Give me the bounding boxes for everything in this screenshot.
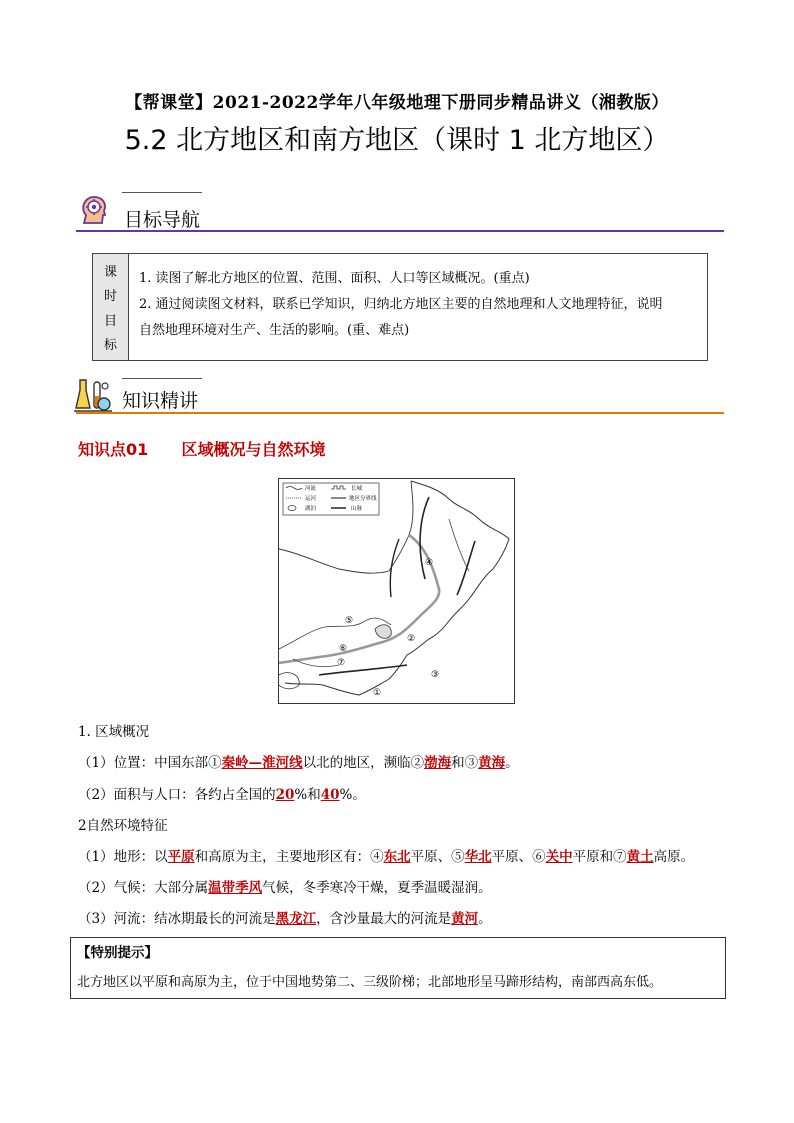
- legend-label: 运河: [305, 496, 317, 502]
- answer-blank: 华北: [464, 849, 492, 865]
- text-segment: 平原和⑦: [572, 849, 627, 865]
- text-segment: 。: [505, 755, 519, 771]
- section-knowledge-title: 知识精讲: [122, 390, 199, 412]
- terrain-line: [78, 847, 694, 867]
- nature-heading: 2自然环境特征: [78, 818, 168, 834]
- special-tip-box: [70, 937, 726, 999]
- map-marker: ④: [425, 558, 434, 568]
- text-segment: （2）面积与人口：各约占全国的: [78, 787, 276, 803]
- text-segment: （1）位置：中国东部①: [78, 755, 222, 771]
- map-marker: ①: [373, 688, 382, 698]
- knowledge-point-title: 区域概况与自然环境: [181, 440, 326, 459]
- answer-blank: 黄土: [626, 849, 654, 865]
- answer-blank: 黄河: [451, 911, 479, 927]
- page-title: 5.2 北方地区和南方地区（课时 1 北方地区）: [124, 125, 670, 156]
- knowledge-point-label: 知识点01: [78, 440, 149, 459]
- map-figure: [279, 479, 514, 703]
- series-header: 【帮课堂】2021-2022学年八年级地理下册同步精品讲义（湘教版）: [125, 93, 669, 113]
- legend-label: 地区分界线: [349, 496, 377, 502]
- answer-blank: 平原: [167, 849, 195, 865]
- lab-flask-icon: [74, 376, 110, 412]
- map-marker: ②: [407, 634, 416, 644]
- text-segment: （1）地形：以: [78, 849, 168, 865]
- goal-line: 自然地理环境对生产、生活的影响。(重、难点): [139, 323, 410, 338]
- answer-blank: 20: [275, 787, 295, 803]
- text-segment: （2）气候：大部分属: [78, 880, 209, 896]
- climate-line: [78, 878, 492, 898]
- goals-content: [139, 266, 699, 344]
- overview-heading: 1. 区域概况: [78, 724, 150, 740]
- map-marker: ⑤: [345, 616, 354, 626]
- map-marker: ⑦: [337, 658, 346, 668]
- goal-line: 1. 读图了解北方地区的位置、范围、面积、人口等区域概况。(重点): [139, 271, 530, 286]
- answer-blank: 渤海: [424, 755, 452, 771]
- goals-label-char: 标: [103, 338, 117, 354]
- goals-label-column: [93, 254, 129, 360]
- goals-label-char: 目: [103, 313, 117, 329]
- section-knowledge-rule: [76, 412, 724, 414]
- section-goals-rule: [76, 230, 724, 232]
- area-population-line: [78, 785, 366, 805]
- section-top-rule: [122, 192, 202, 193]
- legend-label: 长城: [351, 486, 363, 492]
- brain-gear-icon: [76, 193, 112, 229]
- section-goals-title: 目标导航: [124, 209, 201, 231]
- text-segment: 。: [478, 911, 492, 927]
- goals-label-char: 课: [103, 264, 117, 280]
- special-tip-text: 北方地区以平原和高原为主，位于中国地势第二、三级阶梯；北部地形呈马蹄形结构，南部西高东低。: [77, 975, 663, 990]
- map-marker: ③: [431, 670, 440, 680]
- goals-label-char: 时: [103, 289, 117, 305]
- text-segment: 平原、⑤: [410, 849, 465, 865]
- text-segment: 和高原为主，主要地形区有：④: [194, 849, 384, 865]
- goals-table: [92, 253, 708, 361]
- location-line: [78, 753, 519, 773]
- text-segment: %和: [294, 787, 321, 803]
- knowledge-point-heading: [78, 437, 325, 460]
- legend-label: 山脉: [351, 506, 363, 512]
- goal-line: 2. 通过阅读图文材料，联系已学知识，归纳北方地区主要的自然地理和人文地理特征，说明: [139, 297, 663, 312]
- text-segment: 高原。: [653, 849, 695, 865]
- answer-blank: 关中: [545, 849, 573, 865]
- text-segment: 气候，冬季寒冷干燥，夏季温暖湿润。: [262, 880, 492, 896]
- river-line: [78, 909, 492, 929]
- text-segment: 平原、⑥: [491, 849, 546, 865]
- north-region-map: [278, 478, 515, 704]
- answer-blank: 东北: [383, 849, 411, 865]
- text-segment: 和③: [451, 755, 479, 771]
- text-segment: 以北的地区，濒临②: [302, 755, 425, 771]
- text-segment: （3）河流：结冰期最长的河流是: [78, 911, 276, 927]
- section-top-rule: [122, 378, 202, 379]
- text-segment: %。: [339, 787, 366, 803]
- answer-blank: 温带季风: [208, 880, 263, 896]
- answer-blank: 黄海: [478, 755, 506, 771]
- legend-label: 湖泊: [305, 506, 317, 512]
- legend-label: 河流: [305, 486, 317, 492]
- answer-blank: 40: [320, 787, 340, 803]
- map-marker: ⑥: [339, 644, 348, 654]
- answer-blank: 黑龙江: [275, 911, 317, 927]
- answer-blank: 秦岭—淮河线: [221, 755, 303, 771]
- text-segment: ，含沙量最大的河流是: [316, 911, 452, 927]
- special-tip-title: 【特别提示】: [77, 945, 158, 961]
